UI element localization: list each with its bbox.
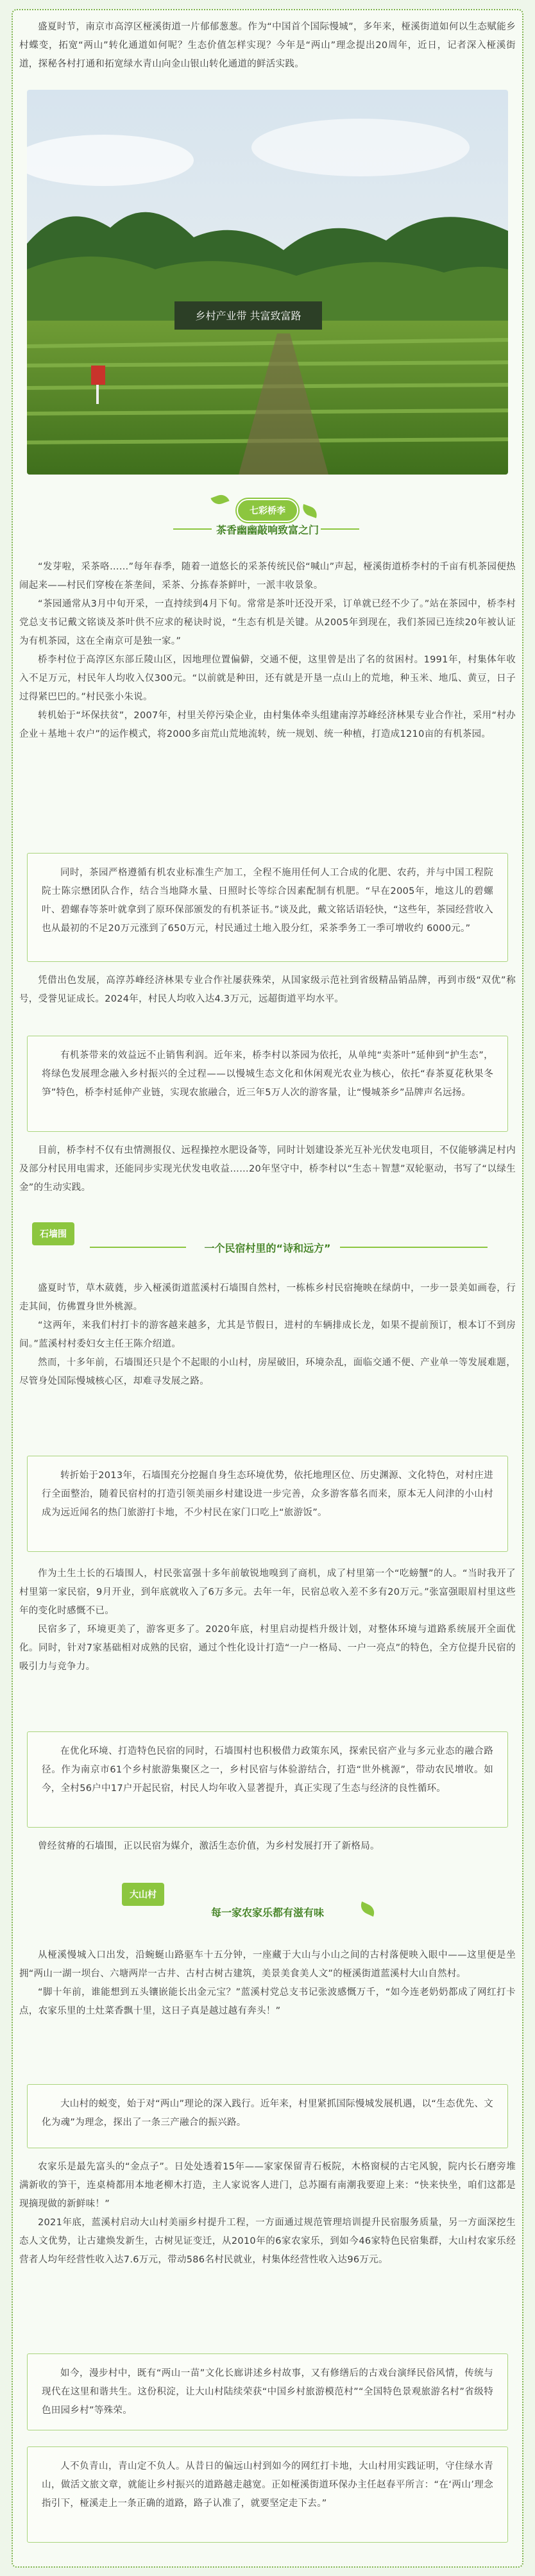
section3-header — [0, 1879, 535, 1924]
divider — [340, 1247, 488, 1248]
section2-box2: 在优化环境、打造特色民宿的同时，石墙围村也积极借力政策东风，探索民宿产业与多元业态的融合路径。作为南京市61个乡村旅游集聚区之一，乡村民宿与体验游结合，打造“世外桃源”，带动农民增收。如今，全村56户中17户开起民宿，村民人均年收入显著提升，真正实现了生态与经济的良性循环。 — [42, 1746, 493, 1794]
leaf-icon — [358, 1901, 377, 1917]
section3-p2: “脚十年前，谁能想到五头镶嵌能长出金元宝？”蓝溪村党总支书记张波感慨万千，“如今连老奶奶都成了网红打卡点，农家乐里的土灶菜香飘十里，这日子真是越过越有奔头！” — [19, 1987, 516, 2016]
section1-p3: 桥李村位于高淳区东部丘陵山区，因地理位置偏僻，交通不便，这里曾是出了名的贫困村。1991年，村集体年收入不足万元，村民年人均收入仅300元。“以前就是种田，还有就是开垦一点山上的荒地，种玉米、地瓜、黄豆，日子过得紧巴巴的。”村民张小朱说。 — [19, 655, 516, 702]
section3-body-2 — [19, 2158, 516, 2269]
section1-body — [19, 558, 516, 744]
section2-p2: “这两年，来我们村打卡的游客越来越多，尤其是节假日，进村的车辆排成长龙，如果不提前预订，根本订不到房间。”蓝溪村村委妇女主任王陈介绍道。 — [19, 1320, 516, 1349]
divider — [321, 528, 359, 530]
section1-p6: 目前，桥李村不仅有虫情测报仪、远程操控水肥设备等，同时计划建设茶光互补光伏发电项目，不仅能够满足村内及部分村民用电需求，还能同步实现光伏发电收益……20年坚守中，桥李村以“生态＋智慧”双轮驱动，书写了“以绿生金”的生动实践。 — [19, 1145, 516, 1193]
section1-p4: 转机始于“坏保扶贫”，2007年，村里关停污染企业，由村集体牵头组建南淳苏峰经济林果专业合作社，采用“村办企业＋基地＋农户”的运作模式，将2000多亩荒山荒地流转，统一规划、统一种植，打造成1210亩的有机茶园。 — [19, 711, 516, 739]
section2-p6: 曾经贫瘠的石墙围，正以民宿为媒介，激活生态价值，为乡村发展打开了新格局。 — [38, 1841, 380, 1851]
divider — [173, 528, 212, 530]
section3-title: 每一家农家乐都有滋有味 — [210, 1907, 325, 1919]
section1-tag: 七彩桥李 — [237, 499, 298, 522]
section3-body — [19, 1946, 516, 2021]
section1-p2: “茶园通常从3月中旬开采，一直持续到4月下旬。常常是茶叶还没开采，订单就已经不少了。”站在茶园中，桥李村党总支书记戴文铭谈及茶叶供不应求的秘诀时说，“生态有机是关键。从2005年到现在，我们茶园已连续20年被认证为有机茶园，这在全南京可是独一家。” — [19, 599, 516, 646]
section1-highlight-box — [27, 853, 508, 962]
section2-p1: 盛夏时节，草木葳蕤，步入桠溪街道蓝溪村石墙围自然村，一栋栋乡村民宿掩映在绿荫中，一步一景美如画卷，行走其间，仿佛置身世外桃源。 — [19, 1283, 516, 1312]
section3-p3: 农家乐是最先富头的“金点子”。日处处透着15年——家家保留青石板院，木格窗棂的古宅风貌，院内长石磨旁堆满新收的笋干，连桌椅都用本地老柳木打造，主人家说客人进门，总苏圈有南潮我要迎上来：“快来快坐，咱们这都是现摘现做的新鲜味！” — [19, 2162, 516, 2209]
section3-highlight-box-2 — [27, 2353, 508, 2430]
section2-tag: 石墙围 — [32, 1222, 74, 1245]
tea-field-photo — [27, 90, 508, 475]
section2-body-3 — [19, 1837, 516, 1856]
section1-body-3 — [19, 1141, 516, 1197]
section3-box2: 如今，漫步村中，既有“两山一苗”文化长廊讲述乡村故事，又有修缮后的古戏台演绎民俗风情，传统与现代在这里和谐共生。这份积淀，让大山村陆续荣获“中国乡村旅游模范村”“全国特色景观旅游名村”省级特色田园乡村”等殊荣。 — [42, 2368, 493, 2416]
intro-paragraph: 盛夏时节，南京市高淳区桠溪街道一片郁郁葱葱。作为“中国首个国际慢城”，多年来，桠溪街道如何以生态赋能乡村蝶变，拓宽“两山”转化通道如何呢？生态价值怎样实现？今年是“两山”理念提出20周年，近日，记者深入桠溪街道，探秘各村打通和拓宽绿水青山向金山银山转化通道的鲜活实践。 — [19, 22, 516, 69]
section1-p5: 凭借出色发展，高淳苏峰经济林果专业合作社屡获殊荣，从国家级示范社到省级精品销品牌，再到市级“双优”称号，受誉见证成长。2024年，村民人均收入达4.3万元，远超街道平均水平。 — [19, 975, 516, 1004]
section1-title: 茶香幽幽敲响致富之门 — [216, 524, 319, 536]
section3-p4: 2021年底，蓝溪村启动大山村美丽乡村提升工程，一方面通过规范管理培训提升民宿服务质量，另一方面深挖生态人文优势，让古建焕发新生，古树见证变迁，从2010年的6家农家乐，到如今46家特色民宿集群，大山村农家乐经营者人均年经营性收入达7.6万元，带动586名村民就业，村集体经营性收入达96万元。 — [19, 2218, 516, 2265]
section1-body-2 — [19, 972, 516, 1009]
section2-p3: 然而，十多年前，石墙围还只是个不起眼的小山村，房屋破旧，环境杂乱，面临交通不便、产业单一等发展难题，尽管身处国际慢城核心区，却难寻发展之路。 — [19, 1358, 516, 1386]
tea-field-illustration — [27, 90, 508, 475]
divider — [90, 1247, 186, 1248]
section2-highlight-box — [27, 1456, 508, 1552]
section1-highlight-box-2 — [27, 1036, 508, 1132]
section1-box1: 同时，茶园严格遵循有机农业标准生产加工，全程不施用任何人工合成的化肥、农药，并与中国工程院院士陈宗懋团队合作，结合当地降水量、日照时长等综合因素配制有机肥。“早在2005年，地这儿的碧螺叶、碧螺春等茶叶就拿到了原环保部颁发的有机茶证书。”谈及此，戴文铭话语轻快，“这些年，茶园经营收入也从最初的不足20万元涨到了650万元，村民通过土地入股分红，采茶季务工一季可增收约 6000元。” — [42, 868, 493, 934]
section2-body — [19, 1279, 516, 1391]
leaf-icon — [300, 504, 319, 518]
section1-header — [0, 494, 535, 539]
section1-box2: 有机茶带来的效益远不止销售利润。近年来，桥李村以茶园为依托，从单纯“卖茶叶”延伸到“护生态”，将绿色发展理念融入乡村振兴的全过程——以慢城生态文化和休闲观光农业为核心，依托“春茶夏花秋果冬笋”特色，桥李村延伸产业链，实现农旅融合，近三年5万人次的游客量，让“慢城茶乡”品牌声名远扬。 — [42, 1050, 493, 1098]
section2-box1: 转折始于2013年，石墙围充分挖掘自身生态环境优势，依托地理区位、历史渊源、文化特色，对村庄进行全面整治，随着民宿村的打造引领美丽乡村建设进一步完善，众多游客慕名而来，原本无人问津的小山村成为远近闻名的热门旅游打卡地，不少村民在家门口吃上“旅游饭”。 — [42, 1470, 493, 1518]
section2-title: 一个民宿村里的“诗和远方” — [204, 1242, 331, 1254]
leaf-icon — [210, 492, 229, 507]
section2-body-2 — [19, 1565, 516, 1676]
section2-p4: 作为土生土长的石墙围人，村民张富强十多年前敏锐地嗅到了商机，成了村里第一个“吃螃蟹”的人。“当时我开了村里第一家民宿，9月开业，到年底就收入了6万多元。去年一年，民宿总收入差不多有20万元。”张富强眼眉村里这些年的变化时感慨不已。 — [19, 1569, 516, 1616]
section3-box3: 人不负青山，青山定不负人。从昔日的偏远山村到如今的网红打卡地，大山村用实践证明，守住绿水青山，做活文旅文章，就能让乡村振兴的道路越走越宽。正如桠溪街道环保办主任赵春平所言：“在‘两山’理念指引下，桠溪走上一条正确的道路，路子认准了，就要坚定走下去。” — [42, 2461, 493, 2509]
section2-header — [0, 1218, 535, 1263]
section1-p1: “发芽啦，采茶咯……”每年春季，随着一道悠长的采茶传统民俗“喊山”声起，桠溪街道桥李村的千亩有机茶园便热闹起来——村民们穿梭在茶垄间，采茶、分拣春茶鲜叶，一派丰收景象。 — [19, 562, 516, 591]
section3-tag: 大山村 — [122, 1883, 164, 1906]
photo-sign-text: 乡村产业带 共富致富路 — [195, 310, 301, 322]
section2-highlight-box-2 — [27, 1731, 508, 1828]
intro-block — [19, 18, 516, 74]
section2-p5: 民宿多了，环境更美了，游客更多了。2020年底，村里启动提档升级计划，对整体环境与道路系统展开全面优化。同时，针对7家基础相对成熟的民宿，通过个性化设计打造“一户一格局、一户一亮点”的特色，全方位提升民宿的吸引力与竞争力。 — [19, 1624, 516, 1672]
section3-box1: 大山村的蜕变，始于对“两山”理论的深入践行。近年来，村里紧抓国际慢城发展机遇，以“生态优先、文化为魂”为理念，探出了一条三产融合的振兴路。 — [42, 2099, 493, 2128]
section3-p1: 从桠溪慢城入口出发，沿蜿蜒山路驱车十五分钟，一座藏于大山与小山之间的古村落便映入眼中——这里便是坐拥“两山一湖一坝台、六塘两岸一古井、古村古树古建筑，美景美食美人文”的桠溪街道蓝溪村大山自然村。 — [19, 1950, 516, 1979]
section3-closing-box — [27, 2446, 508, 2543]
section3-highlight-box — [27, 2084, 508, 2148]
